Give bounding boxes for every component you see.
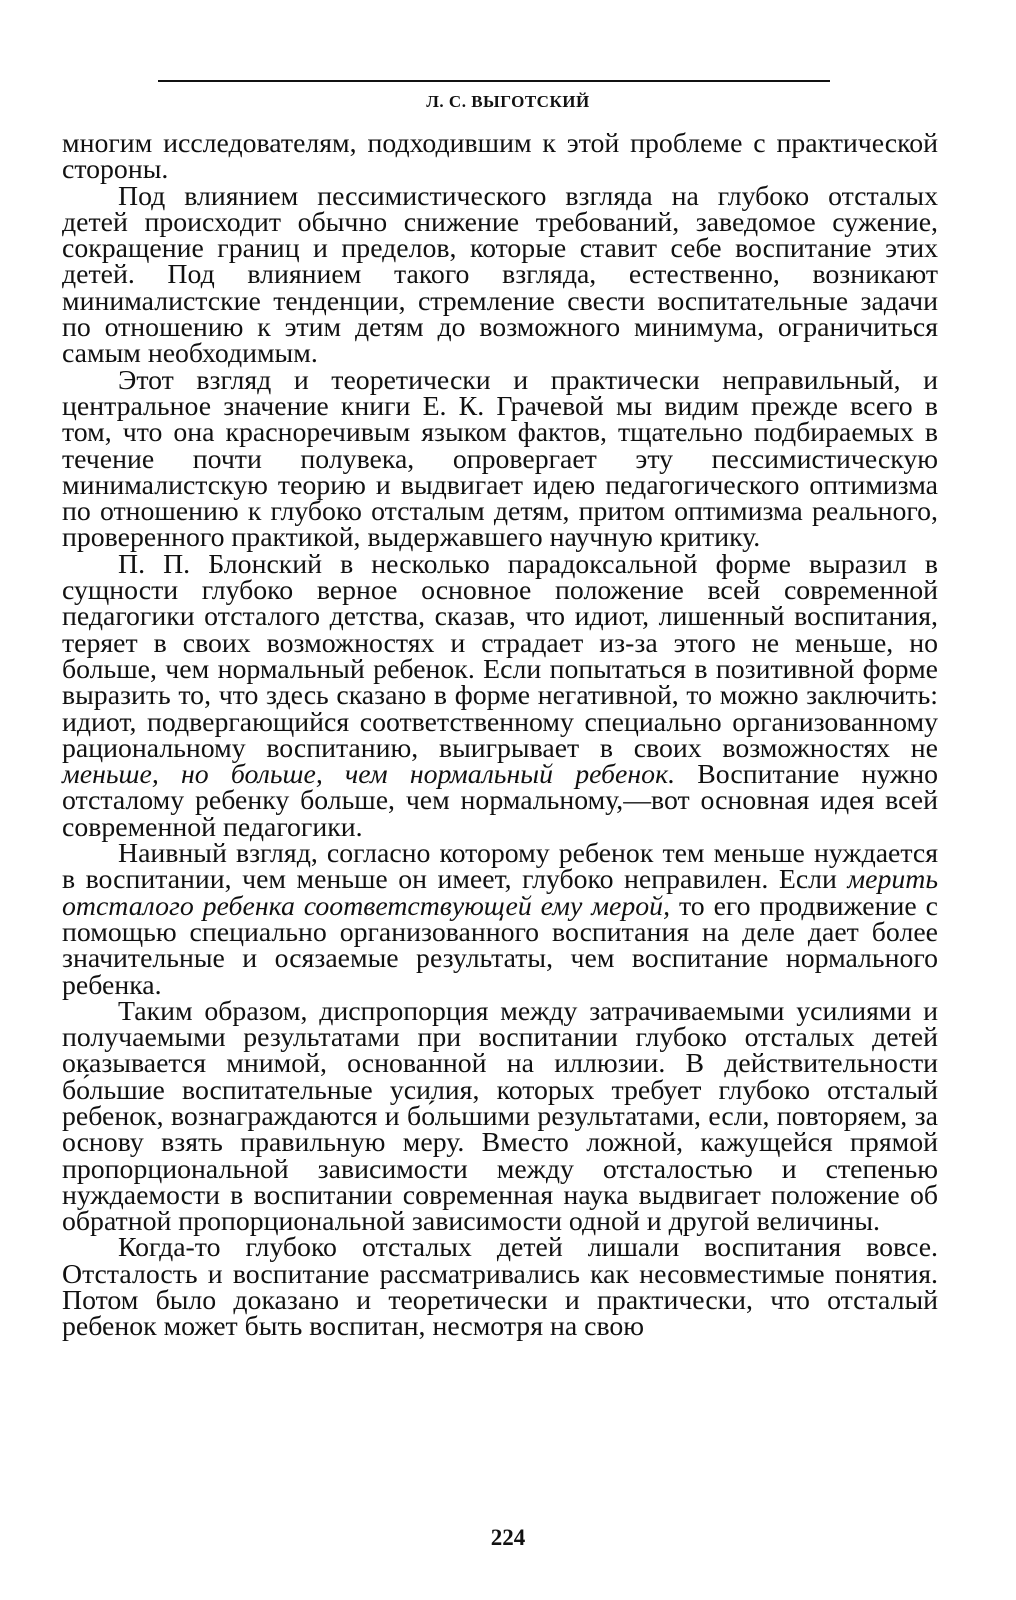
emphasis-text: меньше, но больше, чем нормальный ребенок. xyxy=(62,759,676,791)
body-text xyxy=(62,128,938,1343)
paragraph: многим исследователям, подходившим к этой проблеме с практической стороны. xyxy=(62,128,938,186)
paragraph xyxy=(62,838,938,1001)
paragraph: Таким образом, диспропорция между затрачиваемыми усилиями и получаемыми результатами при воспитании глубоко отсталых детей оказывается мнимой, основанной на иллюзии. В действительности бо́льшие воспитательные усилия, которых требует глубоко отсталый ребенок, вознаграждаются и бо́льшими результатами, если, повторяем, за основу взять правильную меру. Вместо ложной, кажущейся прямой пропорциональной зависимости между отсталостью и степенью нуждаемости в воспитании современная наука выдвигает положение об обратной пропорциональной зависимости одной и другой величины. xyxy=(62,995,938,1238)
paragraph-text: П. П. Блонский в несколько парадоксальной форме выразил в сущности глубоко верное основное положение всей современной педагогики отсталого детства, сказав, что идиот, лишенный воспитания, теряет в своих возможностях и страдает из-за этого не меньше, но больше, чем нормальный ребенок. Если попытаться в позитивной форме выразить то, что здесь сказано в форме негативной, то можно заключить: идиот, подвергающийся соответственному специально организованному рациональному воспитанию, выигрывает в своих возможностях не xyxy=(62,548,938,764)
paragraph xyxy=(62,548,938,843)
paragraph-text: Воспитание нужно отсталому ребенку больше, чем нормальному,—вот основная идея всей современной педагогики. xyxy=(62,759,938,843)
paragraph: Этот взгляд и теоретически и практически неправильный, и центральное значение книги Е. К. Грачевой мы видим прежде всего в том, что она красноречивым языком фактов, тщательно подбираемых в течение почти полувека, опровергает эту пессимистическую минималистскую теорию и выдвигает идею педагогического оптимизма по отношению к глубоко отсталым детям, притом оптимизма реального, проверенного практикой, выдержавшего научную критику. xyxy=(62,364,938,554)
paragraph-text: то его продвижение с помощью специально организованного воспитания на деле дает более значительные и осязаемые результаты, чем воспитание нормального ребенка. xyxy=(62,890,938,1001)
paragraph: Под влиянием пессимистического взгляда на глубоко отсталых детей происходит обычно снижение требований, заведомое сужение, сокращение границ и пределов, которые ставит себе воспитание этих детей. Под влиянием такого взгляда, естественно, возникают минималистские тенденции, стремление свести воспитательные задачи по отношению к этим детям до возможного минимума, ограничиться самым необходимым. xyxy=(62,180,938,370)
running-head: Л. С. ВЫГОТСКИЙ xyxy=(426,92,590,111)
page-number: 224 xyxy=(490,1525,526,1550)
emphasis-text: мерить отсталого ребенка соответствующей ему мерой, xyxy=(62,864,938,922)
paragraph: Когда-то глубоко отсталых детей лишали воспитания вовсе. Отсталость и воспитание рассматривались как несовместимые понятия. Потом было доказано и теоретически и практически, что отсталый ребенок может быть воспитан, несмотря на свою xyxy=(62,1232,938,1343)
header-rule xyxy=(158,80,830,82)
paragraph-text: Наивный взгляд, согласно которому ребенок тем меньше нуждается в воспитании, чем меньше он имеет, глубоко неправилен. Если xyxy=(62,838,938,896)
